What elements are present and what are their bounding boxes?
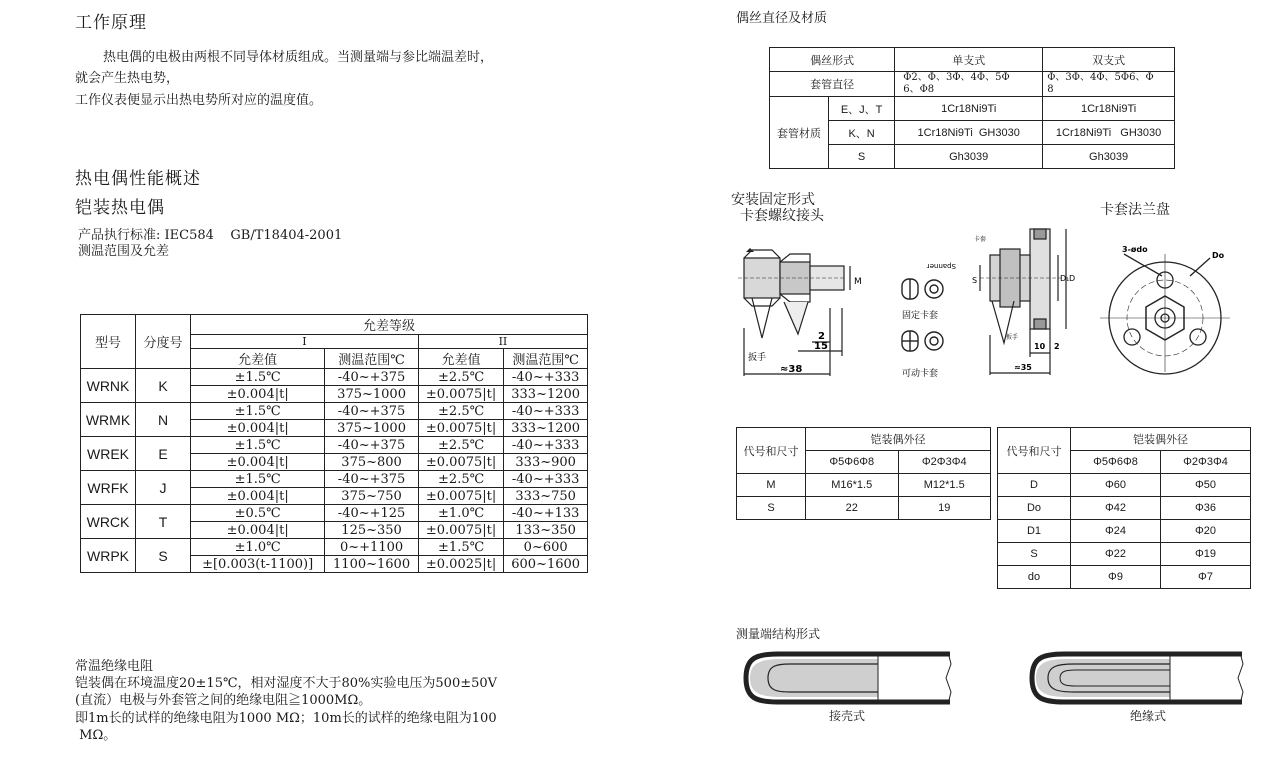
table-row xyxy=(81,437,588,454)
tolerance-2-cell: ±0.0075|t| xyxy=(418,454,504,471)
range-2-cell: -40~+133 xyxy=(504,505,588,522)
size-code-cell: Do xyxy=(998,497,1071,520)
tolerance-2-cell: ±0.0075|t| xyxy=(418,386,504,403)
wrench-label-2: 扳手 xyxy=(1006,334,1019,341)
th-double: 双支式 xyxy=(1043,48,1175,72)
table-row xyxy=(81,403,588,420)
range-2-cell: 333~900 xyxy=(504,454,588,471)
mount-title: 安装固定形式 xyxy=(731,192,815,208)
size-value-cell: Φ50 xyxy=(1161,474,1251,497)
tolerance-table xyxy=(80,314,588,573)
size-code-cell: D1 xyxy=(998,520,1071,543)
range-1-cell: 0~+1100 xyxy=(325,539,419,556)
table-row xyxy=(998,543,1251,566)
tolerance-1-cell: ±[0.003(t-1100)] xyxy=(191,556,325,573)
tolerance-2-cell: ±2.5℃ xyxy=(418,437,504,454)
spanner-label: Spanner xyxy=(926,262,956,270)
size-value-cell: Φ9 xyxy=(1071,566,1161,589)
th-tol-1: 允差值 xyxy=(191,349,325,369)
tolerance-2-cell: ±0.0075|t| xyxy=(418,522,504,539)
th-code-size: 代号和尺寸 xyxy=(737,428,806,474)
single-dia-line-2: 6、Φ8 xyxy=(903,84,935,95)
dim-10: 10 xyxy=(1034,342,1046,351)
insulation-line-3: 即1m长的试样的绝缘电阻为1000 MΩ；10m长的试样的绝缘电阻为100 xyxy=(75,711,497,726)
material-codes: E、J、T xyxy=(829,97,895,121)
size-code-cell: M xyxy=(737,474,806,497)
material-double: 1Cr18Ni9Ti GH3030 xyxy=(1043,121,1175,145)
th-od: 铠装偶外径 xyxy=(806,428,991,451)
dim-d1-label: D₁ xyxy=(1060,274,1070,283)
wire-title: 偶丝直径及材质 xyxy=(736,11,828,26)
fixed-ferrule-label: 固定卡套 xyxy=(902,311,939,321)
tolerance-1-cell: ±1.5℃ xyxy=(191,403,325,420)
th-wire-form: 偶丝形式 xyxy=(770,48,895,72)
range-2-cell: 600~1600 xyxy=(504,556,588,573)
th-range-1: 测温范围℃ xyxy=(325,349,419,369)
size-value-cell: Φ36 xyxy=(1161,497,1251,520)
table-row xyxy=(81,505,588,522)
range-2-cell: -40~+333 xyxy=(504,471,588,488)
range-1-cell: 375~800 xyxy=(325,454,419,471)
range-1-cell: -40~+375 xyxy=(325,471,419,488)
tolerance-1-cell: ±1.5℃ xyxy=(191,471,325,488)
size-value-cell: Φ60 xyxy=(1071,474,1161,497)
th-division: 分度号 xyxy=(136,315,191,369)
tolerance-1-cell: ±1.5℃ xyxy=(191,437,325,454)
range-1-cell: 1100~1600 xyxy=(325,556,419,573)
table-row xyxy=(998,497,1251,520)
tolerance-1-cell: ±1.5℃ xyxy=(191,369,325,386)
size-value-cell: 22 xyxy=(806,497,899,520)
material-single: 1Cr18Ni9Ti GH3030 xyxy=(895,121,1043,145)
material-double: Gh3039 xyxy=(1043,145,1175,169)
size-value-cell: M12*1.5 xyxy=(898,474,991,497)
tip-insulated-label: 绝缘式 xyxy=(1130,709,1167,723)
th-od-large: Φ5Φ6Φ8 xyxy=(806,451,899,474)
tolerance-1-cell: ±0.004|t| xyxy=(191,522,325,539)
material-single: Gh3039 xyxy=(895,145,1043,169)
range-1-cell: -40~+375 xyxy=(325,437,419,454)
range-label: 测温范围及允差 xyxy=(78,244,170,259)
dim-m-label: M xyxy=(854,277,862,287)
size-value-cell: Φ19 xyxy=(1161,543,1251,566)
insulation-line-4: MΩ。 xyxy=(75,728,117,743)
tolerance-2-cell: ±2.5℃ xyxy=(418,369,504,386)
range-2-cell: 333~750 xyxy=(504,488,588,505)
mount-subtitle: 卡套螺纹接头 xyxy=(740,208,824,224)
single-dia-line-1: Φ2、Φ、3Φ、4Φ、5Φ xyxy=(903,72,1010,83)
dim-38: ≈38 xyxy=(780,364,803,375)
range-1-cell: 375~750 xyxy=(325,488,419,505)
model-cell: WRMK xyxy=(81,403,136,437)
range-2-cell: -40~+333 xyxy=(504,369,588,386)
size-code-cell: S xyxy=(737,497,806,520)
tolerance-2-cell: ±0.0025|t| xyxy=(418,556,504,573)
single-dia xyxy=(895,72,1043,97)
section-title-principle: 工作原理 xyxy=(75,13,147,33)
flange-size-table xyxy=(997,427,1251,589)
size-value-cell: 19 xyxy=(898,497,991,520)
size-code-cell: D xyxy=(998,474,1071,497)
insulation-line-1: 铠装偶在环境温度20±15℃，相对湿度不大于80%实验电压为500±50V xyxy=(75,676,498,691)
double-dia-line-1: Φ、3Φ、4Φ、5Φ6、Φ xyxy=(1047,72,1154,83)
th-od-large: Φ5Φ6Φ8 xyxy=(1071,451,1161,474)
division-cell: N xyxy=(136,403,191,437)
range-2-cell: 333~1200 xyxy=(504,420,588,437)
size-value-cell: Φ42 xyxy=(1071,497,1161,520)
division-cell: K xyxy=(136,369,191,403)
dim-d-label: D xyxy=(1069,274,1076,283)
size-code-cell: S xyxy=(998,543,1071,566)
holes-label: 3-ødo xyxy=(1122,245,1148,254)
table-row xyxy=(998,520,1251,543)
flange-front-drawing xyxy=(1100,240,1230,372)
range-2-cell: -40~+333 xyxy=(504,437,588,454)
grounded-tip-drawing xyxy=(738,650,958,706)
tolerance-2-cell: ±2.5℃ xyxy=(418,471,504,488)
th-grade-2: II xyxy=(418,335,587,349)
division-cell: S xyxy=(136,539,191,573)
tolerance-2-cell: ±1.0℃ xyxy=(418,505,504,522)
model-cell: WRCK xyxy=(81,505,136,539)
th-sheath-material: 套管材质 xyxy=(770,97,829,169)
fixed-ferrule-ring-icon xyxy=(925,280,943,298)
section-subtitle-armored: 铠装热电偶 xyxy=(75,198,165,218)
table-row xyxy=(81,471,588,488)
tip-grounded-label: 接壳式 xyxy=(829,709,866,723)
tolerance-2-cell: ±1.5℃ xyxy=(418,539,504,556)
fitting-size-table xyxy=(736,427,991,520)
size-value-cell: Φ20 xyxy=(1161,520,1251,543)
material-codes: K、N xyxy=(829,121,895,145)
th-tol-2: 允差值 xyxy=(418,349,504,369)
division-cell: T xyxy=(136,505,191,539)
table-row xyxy=(737,497,991,520)
ferrule-label: 卡套 xyxy=(974,236,987,243)
tolerance-2-cell: ±0.0075|t| xyxy=(418,488,504,505)
range-1-cell: 375~1000 xyxy=(325,420,419,437)
range-2-cell: 0~600 xyxy=(504,539,588,556)
range-1-cell: -40~+375 xyxy=(325,403,419,420)
material-double: 1Cr18Ni9Ti xyxy=(1043,97,1175,121)
range-1-cell: 375~1000 xyxy=(325,386,419,403)
th-single: 单支式 xyxy=(895,48,1043,72)
th-sheath-dia: 套管直径 xyxy=(770,72,895,97)
insulation-line-2: (直流）电极与外套管之间的绝缘电阻≧1000MΩ。 xyxy=(75,693,372,708)
range-1-cell: 125~350 xyxy=(325,522,419,539)
table-row xyxy=(81,369,588,386)
tolerance-1-cell: ±0.004|t| xyxy=(191,454,325,471)
model-cell: WREK xyxy=(81,437,136,471)
size-code-cell: do xyxy=(998,566,1071,589)
principle-line-3: 工作仪表便显示出热电势所对应的温度值。 xyxy=(75,93,323,108)
size-value-cell: Φ7 xyxy=(1161,566,1251,589)
dim-2b: 2 xyxy=(1054,342,1060,351)
range-1-cell: -40~+125 xyxy=(325,505,419,522)
movable-ferrule-label: 可动卡套 xyxy=(902,369,939,379)
range-2-cell: 133~350 xyxy=(504,522,588,539)
ferrule-drawing xyxy=(890,262,970,382)
flange-side-drawing xyxy=(970,225,1080,380)
division-cell: E xyxy=(136,437,191,471)
th-grade: 允差等级 xyxy=(191,315,588,335)
flange-title: 卡套法兰盘 xyxy=(1100,202,1170,218)
th-od-small: Φ2Φ3Φ4 xyxy=(898,451,991,474)
dim-2: 2 xyxy=(818,331,825,342)
division-cell: J xyxy=(136,471,191,505)
tolerance-1-cell: ±1.0℃ xyxy=(191,539,325,556)
tolerance-2-cell: ±0.0075|t| xyxy=(418,420,504,437)
tolerance-1-cell: ±0.004|t| xyxy=(191,420,325,437)
dim-15: 15 xyxy=(814,341,828,352)
th-od-small: Φ2Φ3Φ4 xyxy=(1161,451,1251,474)
compression-fitting-drawing xyxy=(738,248,862,380)
principle-line-2: 就会产生热电势， xyxy=(75,71,180,86)
table-row xyxy=(998,474,1251,497)
size-value-cell: Φ24 xyxy=(1071,520,1161,543)
section-title-performance: 热电偶性能概述 xyxy=(75,169,201,189)
model-cell: WRFK xyxy=(81,471,136,505)
th-od: 铠装偶外径 xyxy=(1071,428,1251,451)
th-grade-1: I xyxy=(191,335,419,349)
range-2-cell: 333~1200 xyxy=(504,386,588,403)
tolerance-1-cell: ±0.004|t| xyxy=(191,386,325,403)
th-range-2: 测温范围℃ xyxy=(504,349,588,369)
wire-table xyxy=(769,47,1175,169)
table-row xyxy=(737,474,991,497)
size-value-cell: Φ22 xyxy=(1071,543,1161,566)
table-row xyxy=(998,566,1251,589)
dim-35: ≈35 xyxy=(1014,363,1032,372)
material-single: 1Cr18Ni9Ti xyxy=(895,97,1043,121)
standard-text: 产品执行标准: IEC584 GB/T18404-2001 xyxy=(78,228,343,243)
size-value-cell: M16*1.5 xyxy=(806,474,899,497)
principle-line-1: 热电偶的电极由两根不同导体材质组成。当测量端与参比端温差时， xyxy=(103,50,494,65)
double-dia-line-2: 8 xyxy=(1047,84,1054,95)
tolerance-2-cell: ±2.5℃ xyxy=(418,403,504,420)
wrench-label: 扳手 xyxy=(748,353,767,363)
movable-ferrule-ring-icon xyxy=(925,332,943,350)
range-1-cell: -40~+375 xyxy=(325,369,419,386)
table-row xyxy=(81,539,588,556)
tip-title: 测量端结构形式 xyxy=(736,627,821,641)
th-model: 型号 xyxy=(81,315,136,369)
tolerance-1-cell: ±0.004|t| xyxy=(191,488,325,505)
do-label: Do xyxy=(1212,251,1225,260)
insulated-tip-drawing xyxy=(1024,650,1250,706)
material-codes: S xyxy=(829,145,895,169)
tolerance-1-cell: ±0.5℃ xyxy=(191,505,325,522)
model-cell: WRNK xyxy=(81,369,136,403)
insulation-title: 常温绝缘电阻 xyxy=(75,659,154,674)
range-2-cell: -40~+333 xyxy=(504,403,588,420)
double-dia xyxy=(1043,72,1175,97)
dim-s-label: S xyxy=(972,276,978,285)
th-code-size: 代号和尺寸 xyxy=(998,428,1071,474)
model-cell: WRPK xyxy=(81,539,136,573)
